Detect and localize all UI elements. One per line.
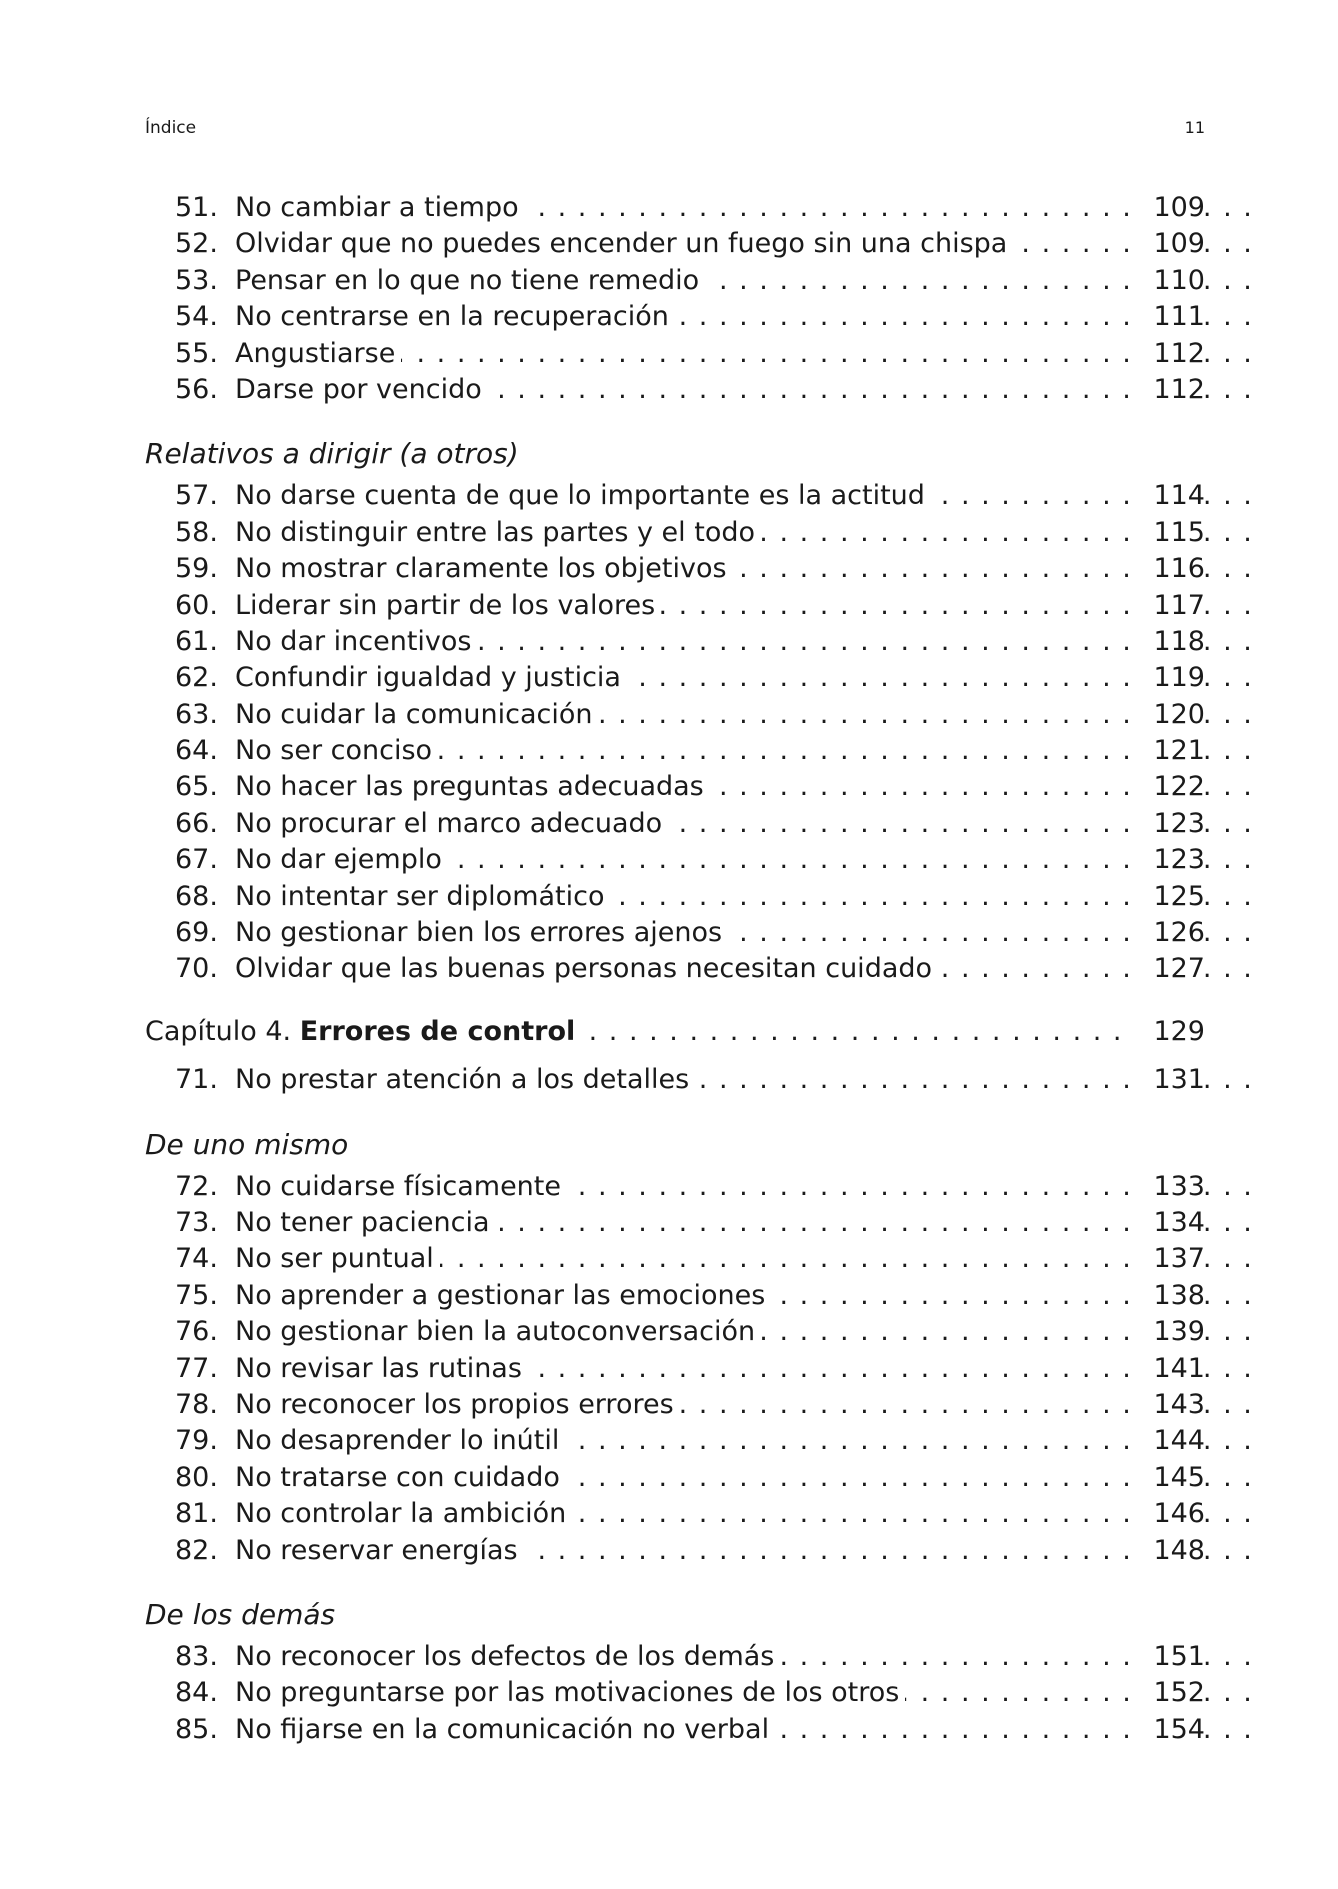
toc-entry[interactable] [145,1169,1205,1205]
entry-title-leader [235,1278,1260,1314]
toc-entry[interactable] [145,1533,1205,1569]
entry-title: No prestar atención a los detalles [235,1064,695,1095]
entry-page-number: 114 [1135,478,1205,514]
entry-title: No darse cuenta de que lo importante es la actitud [235,480,931,511]
chapter-prefix: Capítulo 4. [145,1015,292,1047]
entry-title-leader [235,190,1260,226]
toc-entry[interactable] [145,372,1205,408]
toc-entry[interactable] [145,588,1205,624]
entry-title-leader [235,1496,1260,1532]
toc-entry[interactable] [145,769,1205,805]
entry-title-leader [235,551,1260,587]
toc-entry[interactable] [145,915,1205,951]
section-heading-uno-mismo: De uno mismo [145,1127,349,1161]
entry-number: 58. [175,516,218,548]
chapter-title: Errores de control [299,1015,576,1047]
entry-title: No preguntarse por las motivaciones de los otros [235,1677,905,1708]
toc-entry[interactable] [145,515,1205,551]
entry-number: 55. [175,337,218,369]
entry-title: No aprender a gestionar las emociones [235,1280,771,1311]
toc-group-5 [145,1639,1205,1748]
entry-page-number: 137 [1135,1241,1205,1277]
toc-entry[interactable] [145,478,1205,514]
toc-entry[interactable] [145,660,1205,696]
entry-page-number: 145 [1135,1460,1205,1496]
entry-page-number: 138 [1135,1278,1205,1314]
entry-number: 75. [175,1279,218,1311]
entry-title: Confundir igualdad y justicia [235,662,627,693]
entry-title: No gestionar bien los errores ajenos [235,917,728,948]
entry-title-leader [235,1351,1260,1387]
entry-page-number: 123 [1135,842,1205,878]
toc-entry[interactable] [145,733,1205,769]
entry-number: 76. [175,1316,218,1348]
entry-page-number: 112 [1135,372,1205,408]
entry-title-leader [235,299,1260,335]
entry-page-number: 126 [1135,915,1205,951]
entry-number: 83. [175,1640,218,1672]
entry-number: 80. [175,1461,218,1493]
toc-entry[interactable] [145,1314,1205,1350]
entry-title: No revisar las rutinas [235,1353,528,1384]
entry-title-leader [235,263,1260,299]
entry-page-number: 111 [1135,299,1205,335]
toc-entry[interactable] [145,1351,1205,1387]
entry-title: No cuidar la comunicación [235,699,599,730]
entry-title: No distinguir entre las partes y el todo [235,517,761,548]
entry-page-number: 154 [1135,1712,1205,1748]
toc-entry[interactable] [145,697,1205,733]
entry-title-leader [235,1387,1260,1423]
entry-number: 61. [175,625,218,657]
entry-title: No reservar energías [235,1535,524,1566]
entry-number: 82. [175,1534,218,1566]
entry-title-leader [235,1460,1260,1496]
toc-entry[interactable] [145,336,1205,372]
entry-page-number: 148 [1135,1533,1205,1569]
entry-number: 73. [175,1206,218,1238]
entry-number: 53. [175,264,218,296]
entry-number: 60. [175,589,218,621]
entry-title: No centrarse en la recuperación [235,301,675,332]
entry-title: No intentar ser diplomático [235,881,611,912]
entry-page-number: 139 [1135,1314,1205,1350]
entry-title-leader [235,478,1260,514]
entry-page-number: 115 [1135,515,1205,551]
toc-group-2 [145,478,1205,987]
entry-number: 52. [175,228,218,260]
entry-title-leader [235,588,1260,624]
toc-entry[interactable] [145,263,1205,299]
entry-title: No reconocer los propios errores [235,1389,680,1420]
toc-entry[interactable] [145,190,1205,226]
toc-entry[interactable] [145,299,1205,335]
entry-number: 56. [175,373,218,405]
entry-number: 57. [175,480,218,512]
toc-entry[interactable] [145,1387,1205,1423]
entry-page-number: 118 [1135,624,1205,660]
entry-title-leader [235,1241,1260,1277]
entry-title: Olvidar que las buenas personas necesitan cuidado [235,953,938,984]
page-number: 11 [1184,118,1205,137]
entry-number: 74. [175,1243,218,1275]
entry-title-leader [235,1314,1260,1350]
entry-title: No dar ejemplo [235,844,448,875]
toc-group-1 [145,190,1205,408]
toc-entry[interactable] [145,842,1205,878]
entry-title: No fijarse en la comunicación no verbal [235,1714,775,1745]
toc-entry[interactable] [145,879,1205,915]
entry-title: Angustiarse [235,338,401,369]
section-heading-demas: De los demás [145,1597,336,1631]
entry-title-leader [235,951,1260,987]
entry-page-number: 116 [1135,551,1205,587]
entry-number: 62. [175,662,218,694]
entry-title-leader [235,1169,1260,1205]
entry-title: No procurar el marco adecuado [235,808,668,839]
toc-entry[interactable] [145,1460,1205,1496]
entry-page-number: 146 [1135,1496,1205,1532]
entry-title: Liderar sin partir de los valores [235,590,661,621]
entry-page-number: 109 [1135,226,1205,262]
toc-group-3 [145,1062,1205,1098]
entry-page-number: 127 [1135,951,1205,987]
entry-title-leader [235,806,1260,842]
toc-entry[interactable] [145,1241,1205,1277]
toc-entry[interactable] [145,1496,1205,1532]
entry-page-number: 144 [1135,1423,1205,1459]
entry-number: 78. [175,1388,218,1420]
entry-page-number: 121 [1135,733,1205,769]
entry-title: No controlar la ambición [235,1498,572,1529]
entry-page-number: 151 [1135,1639,1205,1675]
entry-number: 68. [175,880,218,912]
toc-entry[interactable] [145,1639,1205,1675]
entry-page-number: 143 [1135,1387,1205,1423]
chapter-page-number: 129 [1135,1014,1205,1050]
entry-number: 67. [175,844,218,876]
entry-title: Olvidar que no puedes encender un fuego sin una chispa [235,228,1013,259]
entry-title-leader [235,336,1260,372]
chapter-entry[interactable] [145,1014,1205,1050]
entry-page-number: 133 [1135,1169,1205,1205]
toc-entry[interactable] [145,1062,1205,1098]
entry-number: 59. [175,553,218,585]
entry-title-leader [235,1533,1260,1569]
entry-page-number: 120 [1135,697,1205,733]
entry-number: 65. [175,771,218,803]
entry-number: 79. [175,1425,218,1457]
toc-entry[interactable] [145,1278,1205,1314]
entry-number: 69. [175,917,218,949]
entry-title: No hacer las preguntas adecuadas [235,771,710,802]
entry-title: No desaprender lo inútil [235,1425,565,1456]
entry-page-number: 134 [1135,1205,1205,1241]
toc-group-4 [145,1169,1205,1569]
entry-title: No gestionar bien la autoconversación [235,1316,761,1347]
entry-title-leader [235,1712,1260,1748]
entry-title-leader [235,226,1260,262]
entry-number: 51. [175,192,218,223]
entry-number: 70. [175,953,218,985]
toc-entry[interactable] [145,1423,1205,1459]
entry-title-leader [235,1062,1260,1098]
entry-title-leader [235,1639,1260,1675]
entry-number: 66. [175,807,218,839]
running-head-title: Índice [145,118,197,138]
entry-page-number: 122 [1135,769,1205,805]
entry-title-leader [235,842,1260,878]
entry-page-number: 152 [1135,1675,1205,1711]
entry-page-number: 125 [1135,879,1205,915]
entry-title: No dar incentivos [235,626,478,657]
entry-title-leader [235,1675,1260,1711]
toc-entry[interactable] [145,1675,1205,1711]
entry-title-leader [235,697,1260,733]
entry-page-number: 123 [1135,806,1205,842]
entry-number: 81. [175,1498,218,1530]
entry-page-number: 141 [1135,1351,1205,1387]
entry-number: 84. [175,1677,218,1709]
entry-number: 54. [175,301,218,333]
entry-title-leader [235,372,1260,408]
entry-title: Pensar en lo que no tiene remedio [235,265,705,296]
entry-number: 63. [175,698,218,730]
entry-title: No tratarse con cuidado [235,1462,566,1493]
section-heading-relativos: Relativos a dirigir (a otros) [145,437,519,471]
entry-page-number: 119 [1135,660,1205,696]
entry-page-number: 112 [1135,336,1205,372]
entry-title-leader [235,733,1260,769]
entry-number: 72. [175,1170,218,1202]
toc-entry[interactable] [145,226,1205,262]
entry-number: 64. [175,735,218,767]
toc-entry[interactable] [145,806,1205,842]
entry-title-leader [235,879,1260,915]
entry-number: 85. [175,1713,218,1745]
entry-page-number: 117 [1135,588,1205,624]
entry-title: No ser puntual [235,1243,440,1274]
entry-title: No cambiar a tiempo [235,192,525,223]
running-head [145,118,1205,142]
toc-entry[interactable] [145,1205,1205,1241]
entry-number: 77. [175,1352,218,1384]
entry-title-leader [235,660,1260,696]
entry-title: No mostrar claramente los objetivos [235,553,733,584]
entry-title: No reconocer los defectos de los demás [235,1641,780,1672]
entry-title-leader [235,769,1260,805]
toc-entry[interactable] [145,624,1205,660]
entry-title: No ser conciso [235,735,438,766]
entry-title: No cuidarse físicamente [235,1171,567,1202]
entry-title-leader [235,624,1260,660]
entry-page-number: 110 [1135,263,1205,299]
entry-title-leader [235,1423,1260,1459]
entry-number: 71. [175,1064,218,1096]
toc-entry[interactable] [145,551,1205,587]
entry-title-leader [235,1205,1260,1241]
entry-title: No tener paciencia [235,1207,496,1238]
toc-entry[interactable] [145,951,1205,987]
toc-entry[interactable] [145,1712,1205,1748]
entry-title-leader [235,515,1260,551]
entry-title-leader [235,915,1260,951]
entry-page-number: 131 [1135,1062,1205,1098]
table-of-contents [145,190,1205,1748]
entry-page-number: 109 [1135,190,1205,226]
entry-title: Darse por vencido [235,374,488,405]
